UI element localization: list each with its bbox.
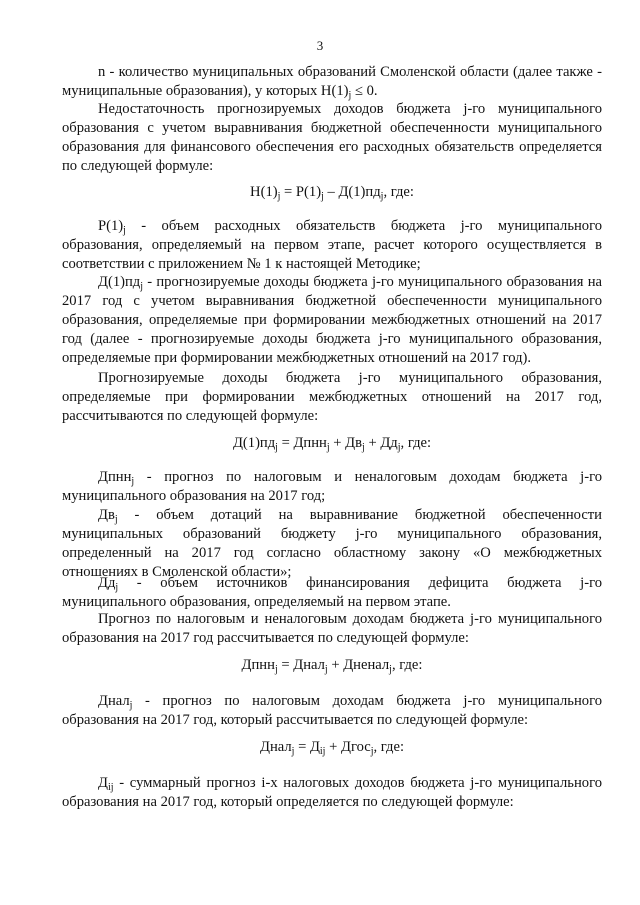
text-run: Днал [259,739,292,755]
text-run: + Дд [364,435,398,451]
paragraph-forecast-income [62,369,602,426]
subscript-index: j [277,191,281,202]
subscript-index: j [321,191,324,202]
text-run: Прогноз по налоговым и неналоговым доходам бюджета j-го муниципального образования на 2017 год рассчитывается по следующей формуле: [62,611,602,646]
text-run: Прогнозируемые доходы бюджета j-го муниципального образования, определяемые при формировании межбюджетных отношений на 2017 год, рассчитываются по следующей формуле: [62,370,602,424]
text-run: Д [98,775,108,791]
text-run: n - количество муниципальных образований Смоленской области (далее также - муниципальные образования), у которых Н(1) [62,64,602,99]
subscript-index: j [275,442,278,453]
text-run: - суммарный прогноз i-х налоговых доходов бюджета j-го муниципального образования на 2017 год, который определяется по следующей формуле: [62,775,602,810]
formula-dnal [62,738,602,757]
subscript-index: j [380,191,384,202]
text-run: Д(1)пд [232,435,276,451]
paragraph-insufficiency [62,100,602,176]
paragraph-d1pd-definition [62,273,602,368]
text-run: Недостаточность прогнозируемых доходов бюджета j-го муниципального образования с учетом выравнивания бюджетной обеспеченности муниципального образования для финансового обеспечения его расходных обязательств определяется по следующей формуле: [62,101,602,174]
subscript-index: j [370,746,374,757]
text-run: = Д [294,739,320,755]
text-run: Дпнн [98,469,132,485]
subscript-index: j [326,442,330,453]
text-run: - объем дотаций на выравнивание бюджетной обеспеченности муниципальных образований бюджету j-го муниципального образования, определенный на 2017 год согласно областному закону «О межбюджетных отношениях в Смоленской области»; [62,507,602,580]
text-run: - объем расходных обязательств бюджета j-го муниципального образования, определяемый на первом этапе, расчет которого осуществляется в соответствии с приложением № 1 к настоящей Методике; [62,218,602,272]
text-run: - объем источников финансирования дефицита бюджета j-го муниципального образования, определяемый на первом этапе. [62,575,602,610]
text-run: = Дпнн [277,435,327,451]
paragraph-dnal-definition [62,692,602,730]
paragraph-dv-definition [62,506,602,582]
text-run: Н(1) [250,184,278,200]
text-run: – Д(1)пд [323,184,381,200]
text-run: = Днал [277,657,325,673]
paragraph-p1-definition [62,217,602,274]
text-run: Дд [98,575,116,591]
page-number: 3 [316,38,324,53]
text-run: Д(1)пд [98,274,141,290]
paragraph-dij-definition [62,774,602,812]
paragraph-dd-definition [62,574,602,612]
subscript-index: j [129,700,133,711]
text-run: - прогнозируемые доходы бюджета j-го муниципального образования на 2017 год с учетом выравнивания бюджетной обеспеченности муниципального образования, определяемые при формировании межбюджетных отношений на 2017 год (далее - прогнозируемые доходы бюджета j-го муниципального образования, определяемые при формировании межбюджетных отношений на 2017 год). [62,274,602,366]
text-run: ≤ 0. [351,82,378,99]
subscript-index: j [348,89,352,101]
subscript-index: j [131,476,135,487]
subscript-index: j [123,225,126,236]
formula-dpnn [62,656,602,675]
subscript-index: j [114,514,118,525]
text-run: + Дненал [327,657,390,673]
text-run: + Дв [329,435,363,451]
subscript-index: j [115,582,119,593]
subscript-index: j [291,746,295,757]
paragraph-n-count [62,63,602,101]
text-run: , где: [383,184,414,200]
subscript-index: j [389,664,392,675]
subscript-index: j [274,664,278,675]
text-run: - прогноз по налоговым и неналоговым доходам бюджета j-го муниципального образования на 2017 год; [62,469,602,504]
subscript-index: ij [107,782,114,793]
paragraph-tax-forecast [62,610,602,648]
text-run: - прогноз по налоговым доходам бюджета j-го муниципального образования на 2017 год, который рассчитывается по следующей формуле: [62,693,602,728]
text-run: Р(1) [98,218,124,234]
text-run: Дпнн [241,657,275,673]
formula-d1pd [62,434,602,453]
subscript-index: ij [319,746,326,757]
text-run: + Дгос [325,739,371,755]
paragraph-dpnn-definition [62,468,602,506]
text-run: = Р(1) [280,184,322,200]
text-run: Днал [98,693,130,709]
subscript-index: j [397,442,401,453]
text-run: , где: [400,435,432,451]
text-run: Дв [98,507,115,523]
subscript-index: j [362,442,365,453]
subscript-index: j [324,664,328,675]
formula-n1 [62,183,602,202]
subscript-index: j [140,281,143,292]
text-run: , где: [391,657,423,673]
text-run: , где: [373,739,405,755]
